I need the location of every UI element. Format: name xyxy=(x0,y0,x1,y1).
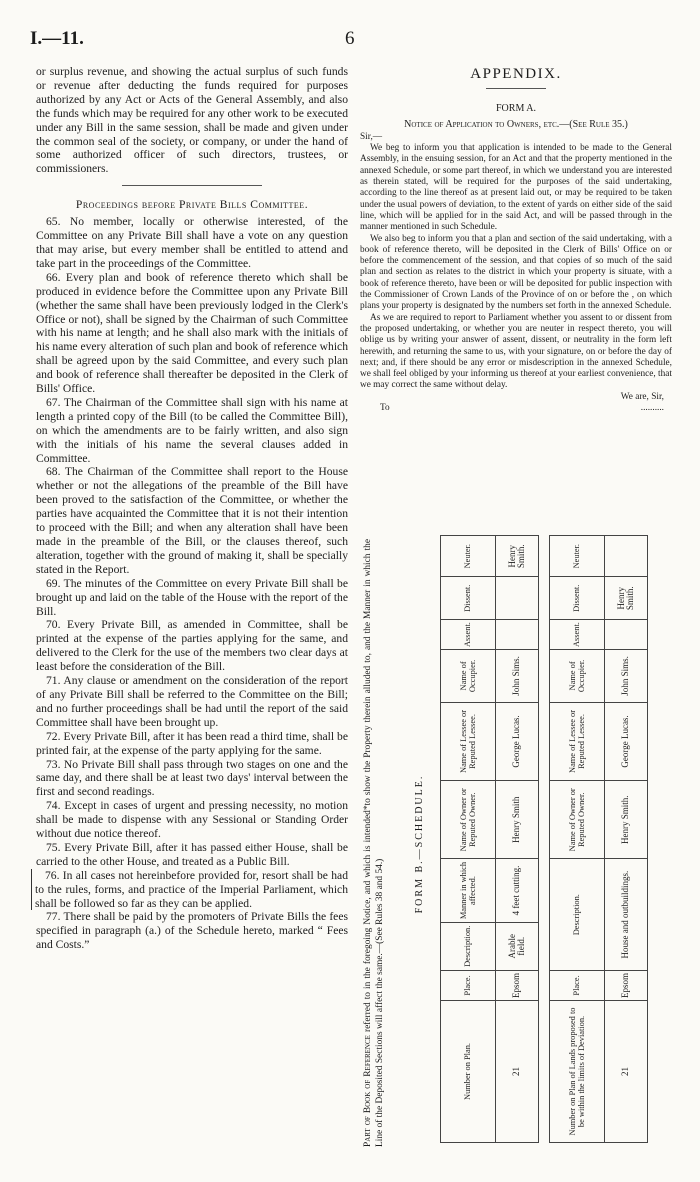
table-cell: Epsom xyxy=(605,970,648,1000)
right-column xyxy=(360,65,672,414)
header-cell: Description. xyxy=(550,859,605,971)
table-cell: George Lucas. xyxy=(605,702,648,780)
clause-66: 66. Every plan and book of reference thereto which shall be produced in evidence before the Committee upon any Private Bill (whether the same shall have been previously lodged in the Clerk's Office or not), shall be signed by the Chairman of such Committee with his name at length; and he shall also mark with the initials of his name every alteration of such plan and book of reference which shall be agreed upon by the said Committee, and every such plan and book of reference shall thereafter be deposited in the Clerk of Bills' Office. xyxy=(36,270,348,396)
header-cell: Place. xyxy=(550,970,605,1000)
clause-76: 76. In all cases not hereinbefore provided for, resort shall be had to the rules, forms, and practice of the Imperial Parliament, which shall be followed so far as they can be applied. xyxy=(31,869,348,911)
schedule-caption xyxy=(360,535,412,1153)
header-cell: Assent. xyxy=(550,620,605,650)
header-cell: Manner in which affected. xyxy=(441,859,496,922)
schedule-caption-lead: Part of Book of Reference xyxy=(363,1035,373,1147)
opening-paragraph: or surplus revenue, and showing the actual surplus of such funds or revenue after deducting the funds required for purposes authorized by any Act or Acts of the General Assembly, and also the funds which may be required for any other work to be executed under any Bill in the same session, shall be made and given under the common seal of the society, or company, or under the hand of some authorized officer of such directors, trustees, or commissioners. xyxy=(36,65,348,176)
schedule-table xyxy=(440,535,648,1143)
clause-71: 71. Any clause or amendment on the consideration of the report of any Private Bill shall be referred to the Committee on the Bill; and no further proceedings shall be had until the report of the said Committee shall have been brought up. xyxy=(36,674,348,729)
header-cell: Name of Lessee or Reputed Lessee. xyxy=(550,702,605,780)
header-cell: Name of Occupier. xyxy=(550,650,605,703)
schedule-header-row xyxy=(441,536,496,1143)
schedule-frame xyxy=(360,535,672,1153)
header-cell: Name of Occupier. xyxy=(441,650,496,703)
section-rule xyxy=(122,185,262,186)
clause-72: 72. Every Private Bill, after it has been read a third time, shall be printed fair, at the expense of the party applying for the same. xyxy=(36,729,348,757)
clause-68: 68. The Chairman of the Committee shall report to the House whether or not the allegations of the preamble of the Bill have been proved to the satisfaction of the Committee, or whether the parties have acquainted the Committee that it is not their intention to proceed with the Bill; and when any alteration shall have been made in the preamble of the Bill, or the clauses thereof, such alteration, together with the ground of making it, shall be specially stated in the Report. xyxy=(36,465,348,576)
clause-65: 65. No member, locally or otherwise interested, of the Committee on any Private Bill shall have a vote on any question that may arise, but every member shall be entitled to attend and take part in the proceedings of the Committee. xyxy=(36,215,348,270)
letter-paragraph: As we are required to report to Parliament whether you assent to or dissent from the proposed undertaking, or whether you are neuter in respect thereto, you will oblige us by writing your answer of assent, dissent, or neutrality in the form left herewith, and returning the same to us, with your signature, on or before the day of next; and, if there should be any error or misdescription in the annexed Schedule, we shall feel obliged by your informing us thereof at your earliest convenience, that we may correct the same without delay. xyxy=(360,312,672,391)
header-cell: Name of Lessee or Reputed Lessee. xyxy=(441,702,496,780)
table-cell: Henry Smith. xyxy=(605,781,648,859)
header-cell: Neuter. xyxy=(550,536,605,577)
table-cell: 4 feet cutting. xyxy=(496,859,539,922)
header-cell: Number on Plan. xyxy=(441,1000,496,1142)
table-cell: 21 xyxy=(605,1000,648,1142)
appendix-title: APPENDIX. xyxy=(470,66,562,82)
table-cell: House and outbuildings. xyxy=(605,859,648,971)
schedule-row xyxy=(496,536,539,1143)
header-cell: Number on Plan of Lands proposed to be within the limits of Deviation. xyxy=(550,1000,605,1142)
header-cell: Description. xyxy=(441,922,496,970)
clause-70: 70. Every Private Bill, as amended in Committee, shall be printed at the expense of the parties applying for the same, and delivered to the Clerk for the use of the members two clear days at least before the consideration of the Bill. xyxy=(36,618,348,674)
table-cell: Henry Smith. xyxy=(496,536,539,577)
form-a-title: FORM A. xyxy=(495,103,536,115)
schedule-row xyxy=(605,536,648,1143)
table-cell: Henry Smith xyxy=(496,781,539,859)
header-cell: Place. xyxy=(441,970,496,1000)
letter-paragraph: We beg to inform you that application is intended to be made to the General Assembly, in the ensuing session, for an Act and that the property mentioned in the annexed Schedule, or some part thereof, in which we understand you are interested as therein stated, will be required for the purposes of the said undertaking, according to the line thereof as at present laid out, or may be required to be taken under the usual powers of deviation, to the extent of yards on either side of the said line, which will be applied for in the said Act, and will be passed through in the manner mentioned in such Schedule. xyxy=(360,143,672,233)
header-cell: Dissent. xyxy=(441,577,496,620)
form-b-title: FORM B.—SCHEDULE. xyxy=(414,774,425,914)
to-label: To xyxy=(380,403,390,414)
page-number: 6 xyxy=(345,28,355,49)
table-cell xyxy=(496,620,539,650)
notice-heading: Notice of Application to Owners, etc.—(See Rule 35.) xyxy=(404,118,628,130)
schedule-header-row xyxy=(550,536,605,1143)
table-cell: 21 xyxy=(496,1000,539,1142)
salutation: Sir,— xyxy=(360,131,383,142)
header-cell: Dissent. xyxy=(550,577,605,620)
clause-75: 75. Every Private Bill, after it has passed either House, shall be carried to the other House, and treated as a Public Bill. xyxy=(36,840,348,868)
closing-row xyxy=(360,392,672,403)
schedule-rotated xyxy=(360,535,672,1153)
table-cell xyxy=(605,536,648,577)
clause-77: 77. There shall be paid by the promoters of Private Bills the fees specified in paragraph (a.) of the Schedule hereto, marked “ Fees and Costs.” xyxy=(36,910,348,952)
section-heading: Proceedings before Private Bills Committee. xyxy=(75,198,309,212)
table-cell: Henry Smith. xyxy=(605,577,648,620)
to-row xyxy=(360,403,672,414)
clause-74: 74. Except in cases of urgent and pressing necessity, no motion shall be made to dispense with any Sessional or Standing Order without due notice thereof. xyxy=(36,799,348,841)
letter-paragraph: We also beg to inform you that a plan and section of the said undertaking, with a book of reference thereto, will be deposited in the Clerk of Bills' Office on or before the commencement of the session, and that copies of so much of the said plan and section as relates to the district in which your property is situate, with a book of reference thereto, have been or will be deposited for public inspection with the Commissioner of Crown Lands of the Province of on or before the , on which plans your property is designated by the numbers set forth in the annexed Schedule. xyxy=(360,233,672,312)
header-cell: Name of Owner or Reputed Owner. xyxy=(441,781,496,859)
schedule-spacer xyxy=(539,536,550,1143)
schedule-caption-text: referred to in the foregoing Notice, and which is intended*to show the Property therein alluded to, and the Manner in which the Line of the Deposited Sections will affect the same.—(See Rules 38 and 54.) xyxy=(363,539,385,1147)
table-cell: John Sims. xyxy=(496,650,539,703)
page-reference: I.—11. xyxy=(30,28,84,49)
table-cell: Arable field. xyxy=(496,922,539,970)
closing-text: We are, Sir, xyxy=(620,391,664,402)
appendix-rule xyxy=(486,88,546,89)
clause-69: 69. The minutes of the Committee on every Private Bill shall be brought up and laid on the table of the House with the report of the Bill. xyxy=(36,576,348,618)
table-cell: George Lucas. xyxy=(496,702,539,780)
header-cell: Assent. xyxy=(441,620,496,650)
clause-67: 67. The Chairman of the Committee shall sign with his name at length a printed copy of the Bill (to be called the Committee Bill), on which the amendments are to be fairly written, and also sign with the initials of his name the several clauses added in Committee. xyxy=(36,395,348,465)
header-cell: Name of Owner or Reputed Owner. xyxy=(550,781,605,859)
table-cell xyxy=(496,577,539,620)
left-column xyxy=(36,65,348,952)
signature-dots: .......... xyxy=(640,403,664,414)
table-cell: Epsom xyxy=(496,970,539,1000)
header-cell: Neuter. xyxy=(441,536,496,577)
clause-73: 73. No Private Bill shall pass through two stages on one and the same day, and there shall be at least two days' interval between the first and second readings. xyxy=(36,757,348,799)
table-cell xyxy=(605,620,648,650)
table-cell: John Sims. xyxy=(605,650,648,703)
